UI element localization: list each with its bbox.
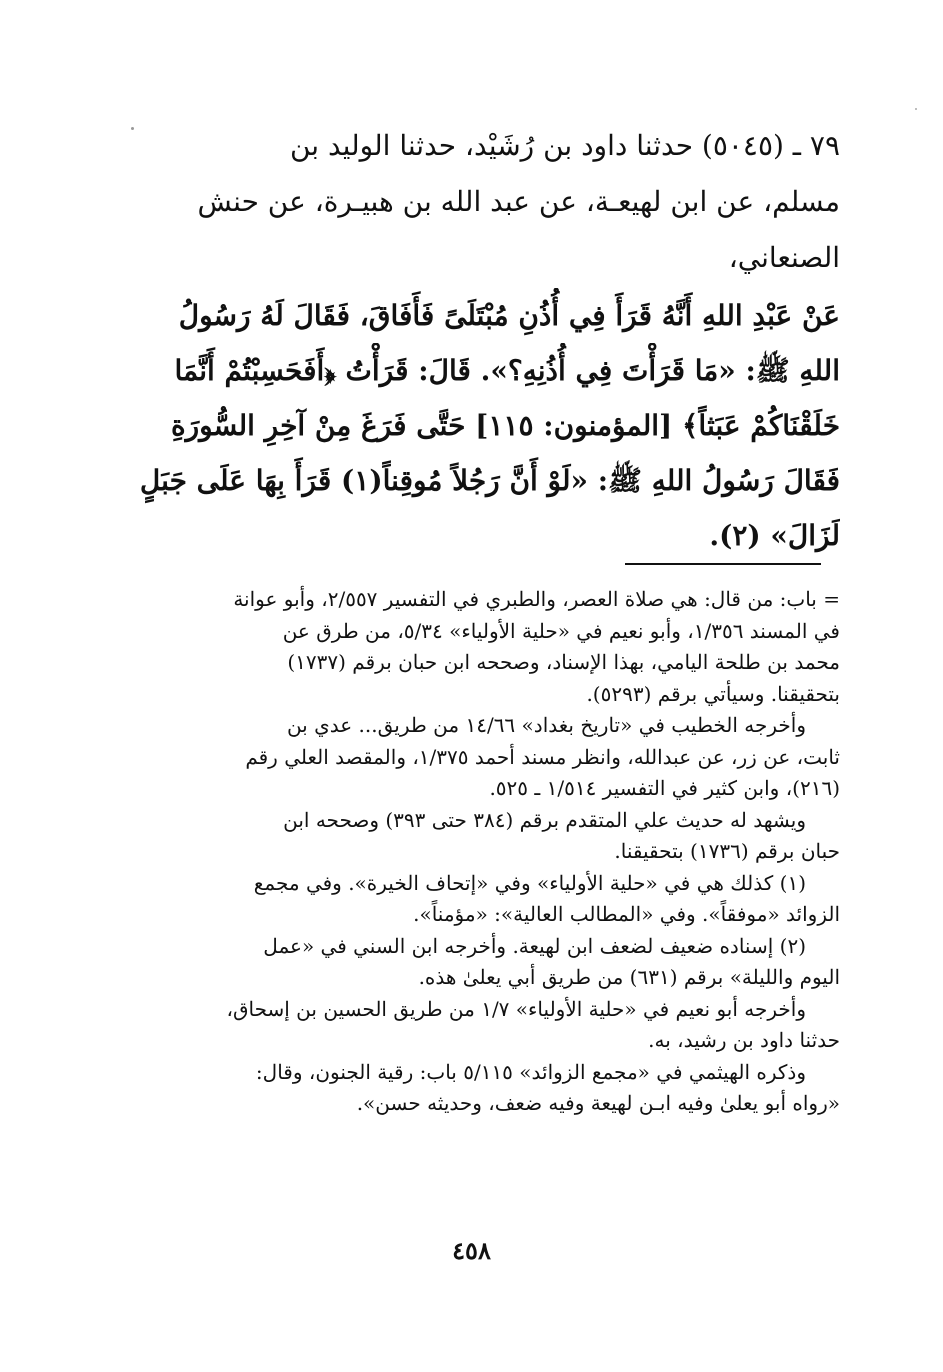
isnad-line: مسلم، عن ابن لهيعـة، عن عبد الله بن هبيـرة، عن حنش xyxy=(197,185,840,218)
hadith-isnad xyxy=(128,118,840,286)
scan-speck xyxy=(915,108,917,110)
footnote-line: حدثنا داود بن رشيد، به. xyxy=(648,1028,840,1052)
page-number: ٤٥٨ xyxy=(452,1236,491,1265)
footnotes xyxy=(128,584,840,1120)
footnote-line: وأخرجه الخطيب في «تاريخ بغداد» ١٤/٦٦ من طريق... عدي بن xyxy=(286,713,806,737)
footnote-line: محمد بن طلحة اليامي، بهذا الإسناد، وصححه ابن حبان برقم (١٧٣٧) xyxy=(287,650,840,674)
footnote-line: حبان برقم (١٧٣٦) بتحقيقنا. xyxy=(614,839,840,863)
footnote-line: (٢١٦)، وابن كثير في التفسير ١/٥١٤ ـ ٥٢٥. xyxy=(489,776,840,800)
footnote-line: وأخرجه أبو نعيم في «حلية الأولياء» ١/٧ من طريق الحسين بن إسحاق، xyxy=(226,996,806,1021)
hadith-matn xyxy=(128,288,840,563)
matn-line: لَزَالَ» (٢). xyxy=(709,519,840,552)
isnad-line: الصنعاني، xyxy=(728,241,840,274)
footnote-separator xyxy=(625,563,821,565)
matn-line: اللهِ ﷺ: «مَا قَرَأْتَ فِي أُذُنِهِ؟». قَالَ: قَرَأْتُ ﴿أَفَحَسِبْتُمْ أَنَّمَا xyxy=(174,354,840,387)
footnote-line: الزوائد «موفقاً». وفي «المطالب العالية»: «مؤمناً». xyxy=(413,902,840,926)
footnote-line: ويشهد له حديث علي المتقدم برقم (٣٨٤ حتى ٣٩٣) وصححه ابن xyxy=(283,807,806,832)
footnote-line: = باب: من قال: هي صلاة العصر، والطبري في التفسير ٢/٥٥٧، وأبو عوانة xyxy=(233,587,840,611)
footnote-line: (٢) إسناده ضعيف لضعف ابن لهيعة. وأخرجه ابن السني في «عمل xyxy=(263,933,806,958)
matn-line: عَنْ عَبْدِ اللهِ أَنَّهُ قَرَأَ فِي أُذُنِ مُبْتَلَىً فَأَفَاقَ، فَقَالَ لَهُ رَسُولُ xyxy=(178,299,840,332)
isnad-line: ٧٩ ـ (٥٠٤٥) حدثنا داود بن رُشَيْد، حدثنا الوليد بن xyxy=(289,129,840,162)
footnote-line: «رواه أبو يعلىٰ وفيه ابـن لهيعة وفيه ضعف، وحديثه حسن». xyxy=(356,1091,840,1115)
footnote-line: اليوم والليلة» برقم (٦٣١) من طريق أبي يعلىٰ هذه. xyxy=(418,965,840,989)
matn-line: خَلَقْنَاكُمْ عَبَثاً﴾ [المؤمنون: ١١٥] حَتَّى فَرَغَ مِنْ آخِرِ السُّورَةِ xyxy=(170,409,840,442)
footnote-line: بتحقيقنا. وسيأتي برقم (٥٢٩٣). xyxy=(586,681,840,706)
matn-line: فَقَالَ رَسُولُ اللهِ ﷺ: «لَوْ أَنَّ رَجُلاً مُوقِناً(١) قَرَأَ بِهَا عَلَى جَبَلٍ xyxy=(139,464,840,497)
footnote-line: وذكره الهيثمي في «مجمع الزوائد» ٥/١١٥ باب: رقية الجنون، وقال: xyxy=(255,1059,806,1084)
footnote-line: (١) كذلك هي في «حلية الأولياء» وفي «إتحاف الخيرة». وفي مجمع xyxy=(253,870,806,895)
footnote-line: ثابت، عن زر، عن عبدالله، وانظر مسند أحمد ١/٣٧٥، والمقصد العلي رقم xyxy=(245,744,840,769)
footnote-line: في المسند ١/٣٥٦، وأبو نعيم في «حلية الأولياء» ٥/٣٤، من طرق عن xyxy=(282,618,840,643)
